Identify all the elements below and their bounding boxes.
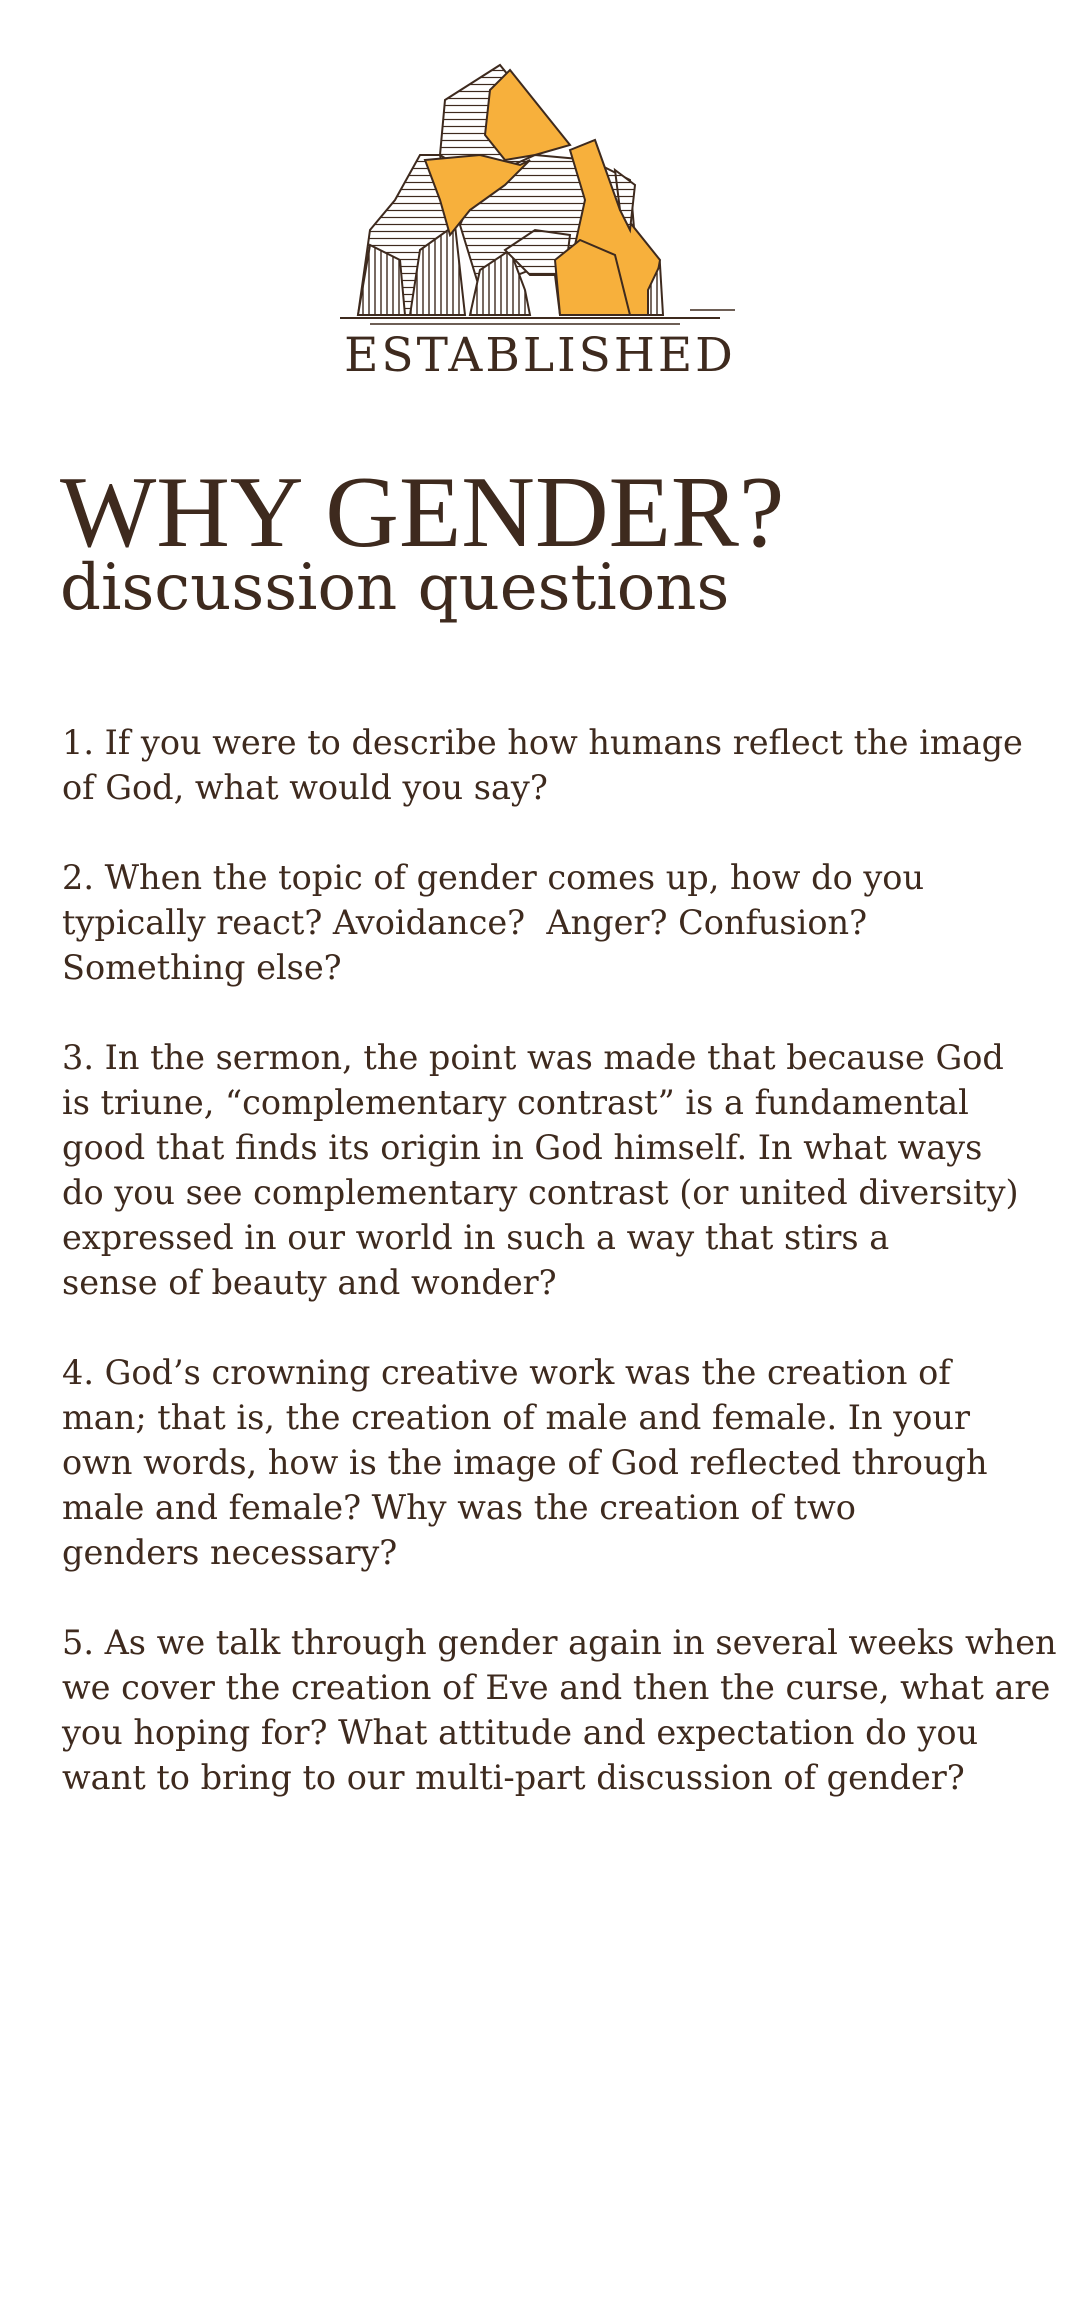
page-subtitle: discussion questions [60,551,730,625]
question-text-line: of God, what would you say? [62,768,548,807]
question-text-line: expressed in our world in such a way that stirs a [62,1218,890,1257]
question-text-line: man; that is, the creation of male and female. In your [62,1398,970,1437]
logo-wordmark: ESTABLISHED [344,328,736,383]
question-text-line: is triune, “complementary contrast” is a fundamental [62,1083,969,1122]
question-item [62,720,1062,810]
question-text-line: you hoping for? What attitude and expectation do you [62,1713,979,1752]
question-text-line: 3. In the sermon, the point was made that because God [62,1038,1004,1077]
question-text-line: own words, how is the image of God reflected through [62,1443,988,1482]
question-item [62,1035,1062,1305]
rock-mountain-icon [330,60,750,330]
question-item [62,1620,1062,1800]
question-text-line: 2. When the topic of gender comes up, how do you [62,858,925,897]
question-item [62,1350,1062,1575]
question-text-line: 4. God’s crowning creative work was the creation of [62,1353,951,1392]
question-text-line: we cover the creation of Eve and then the curse, what are [62,1668,1051,1707]
question-text-line: genders necessary? [62,1533,398,1572]
question-text-line: Something else? [62,948,342,987]
question-text-line: do you see complementary contrast (or united diversity) [62,1173,1019,1212]
question-text-line: 1. If you were to describe how humans reflect the image [62,723,1023,762]
questions-list [62,720,1062,1845]
question-text-line: sense of beauty and wonder? [62,1263,557,1302]
question-item [62,855,1062,990]
question-text-line: 5. As we talk through gender again in several weeks when [62,1623,1057,1662]
question-text-line: typically react? Avoidance? Anger? Confusion? [62,903,868,942]
question-text-line: want to bring to our multi-part discussion of gender? [62,1758,965,1797]
question-text-line: male and female? Why was the creation of two [62,1488,856,1527]
question-text-line: good that finds its origin in God himself. In what ways [62,1128,983,1167]
established-logo [330,60,750,390]
page-title: WHY GENDER? [60,456,785,569]
